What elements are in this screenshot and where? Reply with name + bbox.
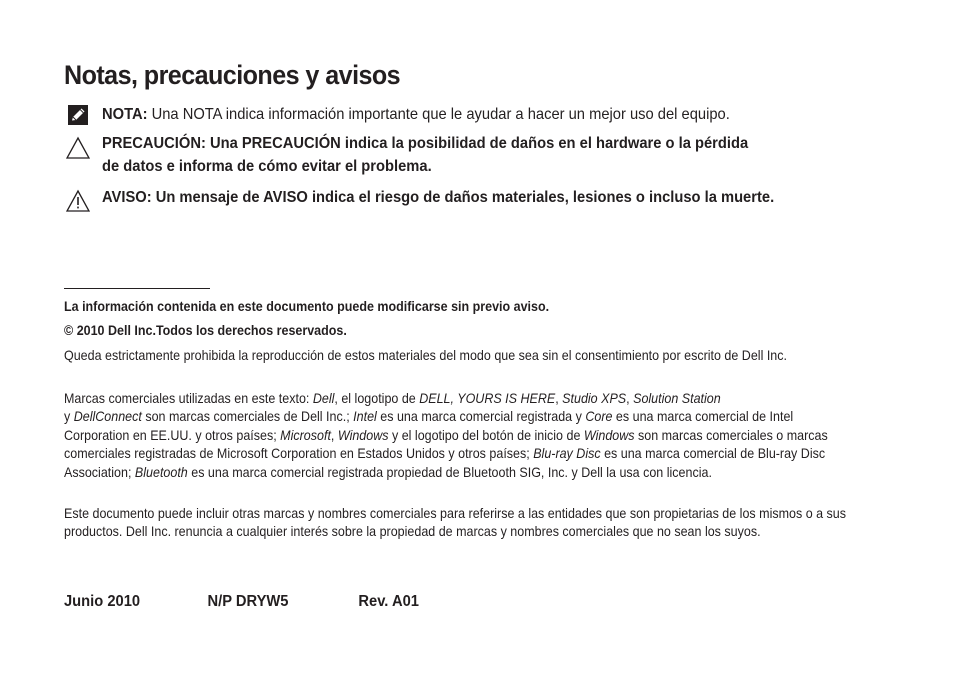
footer-part-number: N/P DRYW5 (207, 593, 289, 610)
trademark-segment: es una marca comercial de Blu-ray Disc Association; (64, 446, 826, 480)
reproduction-text: Queda estrictamente prohibida la reproducción de estos materiales del modo que sea sin el consentimiento por escrito de Dell Inc. (64, 348, 787, 363)
footer-date: Junio 2010 (64, 593, 141, 610)
trademark-name: Blu-ray Disc (533, 446, 601, 462)
trademark-name: DellConnect (73, 409, 142, 425)
trademark-name: Studio XPS (562, 391, 627, 406)
caution-triangle-icon (66, 136, 90, 160)
pencil-note-icon (66, 103, 90, 127)
caution-text (102, 132, 801, 178)
disclaimer-text: La información contenida en este documento puede modificarse sin previo aviso. (64, 299, 550, 314)
page-title: Notas, precauciones y avisos (64, 60, 401, 90)
warning-triangle-icon (66, 189, 90, 213)
trademark-segment: son marcas comerciales de Dell Inc.; (141, 409, 354, 425)
trademark-segment: son marcas comerciales o marcas comerciales registradas de Microsoft Corporation en Estados Unidos y otros países; (64, 427, 828, 462)
trademark-segment: y el logotipo del botón de inicio de (388, 427, 584, 443)
trademark-segment: es una marca comercial registrada propiedad de Bluetooth SIG, Inc. y Dell la usa con licencia. (187, 464, 712, 480)
trademark-name: Windows (337, 427, 389, 443)
trademarks-text (64, 390, 855, 482)
note-text (102, 103, 801, 126)
trademark-segment: es una marca comercial de Intel Corporation en EE.UU. y otros países; (64, 409, 794, 443)
warning-notice (66, 186, 862, 213)
footnote-divider (64, 288, 210, 289)
trademark-name: Bluetooth (134, 464, 188, 480)
caution-notice (66, 132, 862, 178)
trademark-name: Solution Station (633, 391, 721, 406)
trademark-segment: es una marca comercial registrada y (376, 409, 586, 425)
trademark-name: Microsoft (280, 427, 331, 443)
note-body: Una NOTA indica información importante que le ayudar a hacer un mejor uso del equipo. (151, 106, 730, 123)
trademark-name: Windows (583, 427, 635, 443)
trademark-segment: , (555, 391, 563, 406)
trademark-segment: , (626, 391, 634, 406)
warning-text: AVISO: Un mensaje de AVISO indica el riesgo de daños materiales, lesiones o incluso la muerte. (102, 189, 775, 206)
trademark-name: DELL, YOURS IS HERE (419, 391, 556, 406)
caution-line-2: de datos e informa de cómo evitar el problema. (102, 158, 432, 175)
footer-revision: Rev. A01 (358, 593, 419, 610)
note-label: NOTA: (102, 106, 148, 123)
trademark-segment: Marcas comerciales utilizadas en este texto: (64, 391, 313, 406)
trademark-segment: y (64, 409, 74, 425)
trademark-name: Intel (353, 409, 377, 425)
caution-line-1: PRECAUCIÓN: Una PRECAUCIÓN indica la posibilidad de daños en el hardware o la pérdida (102, 135, 749, 152)
copyright-text: © 2010 Dell Inc.Todos los derechos reservados. (64, 323, 347, 338)
other-marks-text: Este documento puede incluir otras marcas y nombres comerciales para referirse a las entidades que son propietarias de los mismos o a sus productos. Dell Inc. renuncia a cualquier interés sobre la propiedad de marcas y nombres comerciales que no sean los suyos. (64, 506, 847, 540)
note-notice (66, 103, 862, 127)
trademark-segment: , el logotipo de (334, 391, 420, 406)
trademark-segment: , (330, 427, 338, 443)
trademark-name: Dell (312, 391, 335, 406)
trademark-name: Core (585, 409, 613, 425)
